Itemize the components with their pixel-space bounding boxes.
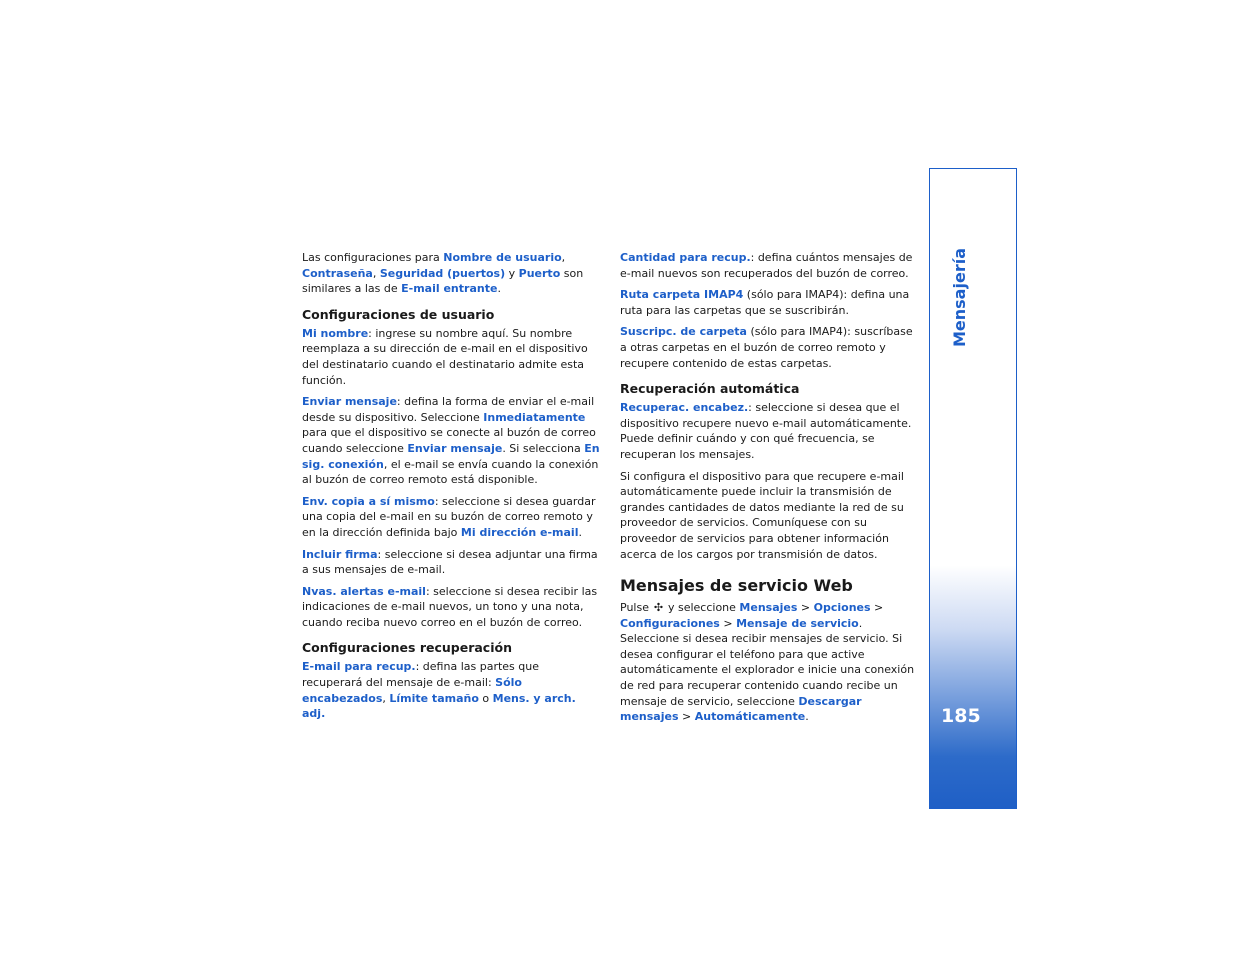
right-column	[620, 250, 920, 731]
menu-term: Automáticamente	[694, 710, 806, 724]
menu-term: E-mail entrante	[401, 282, 498, 296]
menu-term: Mi dirección e-mail	[460, 525, 579, 539]
menu-term: Recuperac. encabez.	[620, 401, 749, 415]
text-run: : defina la forma de enviar el e-mail desde su dispositivo. Seleccione	[302, 395, 595, 424]
text-run: (sólo para IMAP4): defina una ruta para las carpetas que se suscribirán.	[620, 288, 910, 317]
user-settings-heading: Configuraciones de usuario	[302, 306, 495, 322]
text-run: >	[870, 601, 884, 615]
menu-term: Enviar mensaje	[407, 441, 503, 455]
text-run: Pulse	[620, 601, 653, 615]
text-run: . Seleccione si desea recibir mensajes de servicio. Si desea configurar el teléfono para que active automáticamente el explorador e inicie una conexión de red para recuperar contenido cuando recibe un mensaje de servicio, seleccione	[620, 616, 915, 708]
menu-term: Nvas. alertas e-mail	[302, 584, 426, 598]
page-number: 185	[941, 705, 981, 727]
menu-term: Descargar mensajes	[620, 694, 862, 724]
text-run: : ingrese su nombre aquí. Su nombre reemplaza a su dirección de e-mail en el dispositivo del destinatario cuando el destinatario admite esta función.	[302, 326, 588, 387]
menu-term: Mi nombre	[302, 326, 369, 340]
chapter-title-text: Mensajería	[949, 247, 969, 347]
text-run: >	[678, 710, 695, 724]
my-name-paragraph	[302, 326, 602, 388]
menu-term: Incluir firma	[302, 547, 378, 561]
text-run: .	[805, 710, 809, 724]
data-charges-paragraph	[620, 469, 920, 563]
menu-term: Cantidad para recup.	[620, 251, 751, 264]
folder-subscriptions-paragraph	[620, 324, 920, 371]
text-run: para que el dispositivo se conecte al buzón de correo cuando seleccione	[302, 426, 596, 455]
text-run: ,	[382, 691, 390, 705]
menu-term: Seguridad (puertos)	[379, 266, 506, 280]
intro-paragraph	[302, 250, 602, 297]
menu-term: Inmediatamente	[483, 410, 586, 424]
menu-term: Opciones	[813, 601, 871, 615]
menu-term: Mensajes	[739, 601, 798, 615]
text-run: >	[797, 601, 814, 615]
text-run: son similares a las de	[302, 266, 584, 296]
menu-key-icon: ✣	[653, 601, 664, 615]
menu-term: Suscripc. de carpeta	[620, 325, 747, 339]
text-run: (sólo para IMAP4): suscríbase a otras carpetas en el buzón de correo remoto y recupere contenido de estas carpetas.	[620, 325, 913, 370]
include-signature-paragraph	[302, 547, 602, 578]
menu-term: Contraseña	[302, 266, 373, 280]
automatic-retrieval-heading: Recuperación automática	[620, 381, 800, 397]
text-run: : seleccione si desea guardar una copia del e-mail en su buzón de correo remoto y en la dirección definida bajo	[302, 494, 596, 539]
menu-term: En sig. conexión	[302, 441, 600, 471]
menu-term: E-mail para recup.	[302, 660, 416, 674]
retrieve-headers-paragraph	[620, 400, 920, 462]
email-retrieve-paragraph	[302, 659, 602, 721]
text-run: >	[719, 616, 737, 630]
copy-to-self-paragraph	[302, 494, 602, 541]
text-run: . Si selecciona	[502, 441, 585, 455]
text-run: o	[478, 691, 493, 705]
text-run: Si configura el dispositivo para que recupere e-mail automáticamente puede incluir la transmisión de grandes cantidades de datos mediante la red de su proveedor de servicios. Comuníquese con su proveedor de servicios para obtener información acerca de los cargos por transmisión de datos.	[620, 469, 904, 561]
menu-term: Env. copia a sí mismo	[302, 494, 435, 508]
menu-term: Enviar mensaje	[302, 395, 397, 409]
text-run: .	[497, 282, 501, 296]
text-run: : seleccione si desea recibir las indicaciones de e-mail nuevos, un tono y una nota, cuando reciba nuevo correo en el buzón de correo.	[302, 584, 598, 629]
text-run: .	[578, 525, 582, 539]
text-run: y	[505, 266, 519, 280]
menu-term: Sólo encabezados	[302, 676, 522, 705]
retrieve-amount-paragraph	[620, 250, 920, 281]
text-run: Las configuraciones para	[302, 251, 444, 264]
send-message-paragraph	[302, 394, 602, 488]
text-run: ,	[372, 266, 380, 280]
text-run: : seleccione si desea que el dispositivo recupere nuevo e-mail automáticamente. Puede definir cuándo y con qué frecuencia, se recuperan los mensajes.	[620, 401, 912, 461]
menu-term: Ruta carpeta IMAP4	[620, 288, 744, 302]
menu-term: Configuraciones	[620, 616, 720, 630]
new-alerts-paragraph	[302, 584, 602, 631]
chapter-title	[939, 247, 979, 347]
web-service-paragraph	[620, 600, 920, 725]
text-run: , el e-mail se envía cuando la conexión al buzón de correo remoto está disponible.	[302, 457, 599, 487]
text-run: ,	[561, 251, 566, 264]
left-column	[302, 250, 602, 728]
menu-term: Puerto	[518, 266, 561, 280]
menu-term: Mensaje de servicio	[736, 616, 859, 630]
text-run: : defina cuántos mensajes de e-mail nuevos son recuperados del buzón de correo.	[620, 251, 913, 280]
text-run: y seleccione	[664, 601, 740, 615]
menu-term: Mens. y arch. adj.	[302, 691, 576, 721]
imap4-path-paragraph	[620, 287, 920, 318]
menu-term: Nombre de usuario	[443, 251, 562, 264]
menu-term: Límite tamaño	[389, 691, 479, 705]
web-service-messages-heading: Mensajes de servicio Web	[620, 576, 853, 596]
retrieval-settings-heading: Configuraciones recuperación	[302, 640, 512, 656]
text-run: : defina las partes que recuperará del mensaje de e-mail:	[302, 660, 539, 690]
text-run: : seleccione si desea adjuntar una firma a sus mensajes de e-mail.	[302, 547, 598, 577]
